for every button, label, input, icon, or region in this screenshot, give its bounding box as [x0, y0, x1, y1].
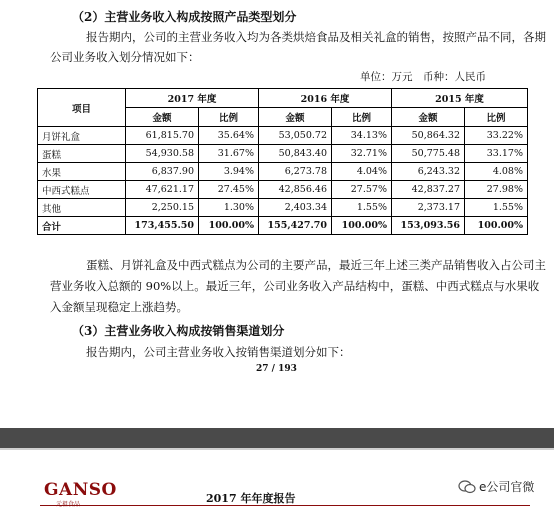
- page-number: 27 / 193: [256, 364, 297, 374]
- cell-ratio: 31.67%: [199, 145, 259, 163]
- cell-ratio: 35.64%: [199, 127, 259, 145]
- cell-amount: 42,856.46: [259, 181, 332, 199]
- cell-ratio: 33.17%: [465, 145, 528, 163]
- cell-amount: 50,864.32: [392, 127, 465, 145]
- cell-ratio: 4.08%: [465, 163, 528, 181]
- amount-header: 金额: [392, 108, 465, 127]
- cell-ratio: 1.55%: [332, 199, 392, 217]
- unit-label: 单位：万元 币种：人民币: [360, 71, 486, 83]
- cell-amount: 2,403.34: [259, 199, 332, 217]
- ratio-header: 比例: [199, 108, 259, 127]
- amount-header: 金额: [126, 108, 199, 127]
- paragraph-line: 营业务收入总额的 90%以上。最近三年，公司业务收入产品结构中，蛋糕、中西式糕点与水果收: [50, 279, 540, 293]
- row-item: 月饼礼盒: [38, 127, 126, 145]
- cell-amount: 6,273.78: [259, 163, 332, 181]
- year-header: 2015 年度: [392, 89, 528, 108]
- cell-amount: 53,050.72: [259, 127, 332, 145]
- cell-ratio: 1.55%: [465, 199, 528, 217]
- cell-amount: 42,837.27: [392, 181, 465, 199]
- cell-ratio: 27.45%: [199, 181, 259, 199]
- report-title: 2017 年年度报告: [206, 492, 296, 505]
- wechat-watermark: [458, 478, 534, 495]
- cell-amount: 155,427.70: [259, 217, 332, 235]
- cell-amount: 6,837.90: [126, 163, 199, 181]
- table-total-row: [38, 217, 528, 235]
- page-break-bar: [0, 428, 554, 448]
- row-item: 中西式糕点: [38, 181, 126, 199]
- cell-ratio: 27.98%: [465, 181, 528, 199]
- ratio-header: 比例: [465, 108, 528, 127]
- cell-amount: 61,815.70: [126, 127, 199, 145]
- year-header: 2017 年度: [126, 89, 259, 108]
- footer-divider: [40, 505, 530, 506]
- item-header: 项目: [38, 89, 126, 127]
- cell-ratio: 100.00%: [199, 217, 259, 235]
- cell-ratio: 33.22%: [465, 127, 528, 145]
- section-heading-sales-channel: （3）主营业务收入构成按销售渠道划分: [72, 324, 285, 338]
- cell-amount: 153,093.56: [392, 217, 465, 235]
- cell-amount: 54,930.58: [126, 145, 199, 163]
- page-break-shadow: [0, 448, 554, 450]
- row-item: 水果: [38, 163, 126, 181]
- paragraph-line: 报告期内，公司主营业务收入按销售渠道划分如下：: [86, 345, 351, 359]
- cell-amount: 2,250.15: [126, 199, 199, 217]
- cell-ratio: 32.71%: [332, 145, 392, 163]
- cell-ratio: 4.04%: [332, 163, 392, 181]
- paragraph-line: 报告期内，公司的主营业务收入均为各类烘焙食品及相关礼盒的销售，按照产品不同，各期: [86, 30, 546, 44]
- cell-ratio: 27.57%: [332, 181, 392, 199]
- cell-amount: 47,621.17: [126, 181, 199, 199]
- cell-amount: 50,775.48: [392, 145, 465, 163]
- cell-ratio: 100.00%: [465, 217, 528, 235]
- cell-ratio: 100.00%: [332, 217, 392, 235]
- cell-amount: 50,843.40: [259, 145, 332, 163]
- company-logo: GANSO: [44, 480, 117, 500]
- cell-amount: 173,455.50: [126, 217, 199, 235]
- paragraph-line: 入金额呈现稳定上涨趋势。: [50, 300, 188, 314]
- cell-ratio: 1.30%: [199, 199, 259, 217]
- section-heading-product-type: （2）主营业务收入构成按照产品类型划分: [72, 10, 297, 24]
- ratio-header: 比例: [332, 108, 392, 127]
- company-logo-subtitle: [56, 499, 80, 508]
- wechat-icon: [458, 480, 476, 494]
- cell-amount: 6,243.32: [392, 163, 465, 181]
- paragraph-line: 公司业务收入划分情况如下：: [50, 50, 200, 64]
- amount-header: 金额: [259, 108, 332, 127]
- cell-ratio: 34.13%: [332, 127, 392, 145]
- cell-ratio: 3.94%: [199, 163, 259, 181]
- table-row: [38, 181, 528, 199]
- revenue-table: [37, 88, 528, 235]
- table-row: [38, 199, 528, 217]
- table-row: [38, 145, 528, 163]
- table-row: [38, 163, 528, 181]
- watermark-text: e公司官微: [479, 480, 535, 494]
- row-item: 合计: [38, 217, 126, 235]
- table-row: [38, 127, 528, 145]
- row-item: 其他: [38, 199, 126, 217]
- cell-amount: 2,373.17: [392, 199, 465, 217]
- year-header: 2016 年度: [259, 89, 392, 108]
- row-item: 蛋糕: [38, 145, 126, 163]
- paragraph-line: 蛋糕、月饼礼盒及中西式糕点为公司的主要产品，最近三年上述三类产品销售收入占公司主: [86, 258, 546, 272]
